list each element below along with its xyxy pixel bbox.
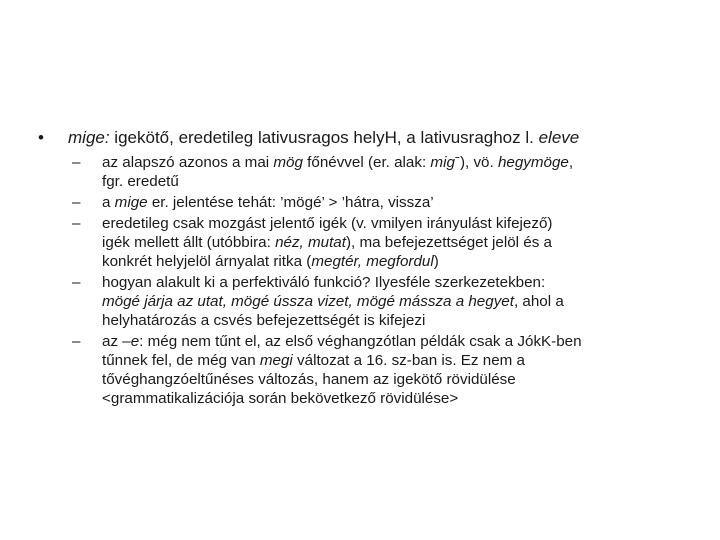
list-item [72, 153, 702, 191]
dash-marker: – [72, 194, 81, 211]
text-line: az –e: még nem tűnt el, az első véghangzótlan példák csak a JókK-ben [102, 333, 582, 350]
dash-marker: – [72, 154, 81, 171]
text-line: eredetileg csak mozgást jelentő igék (v. vmilyen irányulást kifejező) [102, 215, 553, 232]
dash-marker: – [72, 215, 81, 232]
list-item [72, 332, 702, 408]
text-line: <grammatikalizációja során bekövetkező rövidülése> [102, 390, 459, 407]
sub-bullet-list [72, 153, 702, 410]
dash-marker: – [72, 333, 81, 350]
text-line: tűnnek fel, de még van megi változat a 16. sz-ban is. Ez nem a [102, 352, 525, 369]
list-item [72, 214, 702, 271]
term-eleve: eleve [538, 128, 580, 147]
text-line: helyhatározás a csvés befejezettségét is kifejezi [102, 312, 426, 329]
dash-marker: – [72, 274, 81, 291]
text-line: hogyan alakult ki a perfektiváló funkció? Ilyesféle szerkezetekben: [102, 274, 546, 291]
definition-text: igekötő, eredetileg lativusragos helyH, a lativusraghoz l. [109, 128, 539, 147]
text-line: a mige er. jelentése tehát: ’mögé’ > ’hátra, vissza’ [102, 194, 434, 211]
text-line: igék mellett állt (utóbbira: néz, mutat), ma befejezettséget jelöl és a [102, 234, 552, 251]
list-item [72, 193, 702, 212]
text-line: mögé járja az utat, mögé ússza vizet, mögé mássza a hegyet, ahol a [102, 293, 564, 310]
list-item [72, 273, 702, 330]
text-line: fgr. eredetű [102, 173, 179, 190]
text-line: konkrét helyjelöl árnyalat ritka (megtér, megfordul) [102, 253, 439, 270]
text-line: tővéghangzóeltűnéses változás, hanem az igekötő rövidülése [102, 371, 516, 388]
text-line: az alapszó azonos a mai mög főnévvel (er. alak: migˉ), vö. hegymöge, [102, 154, 574, 171]
term-mige: mige: [68, 128, 110, 147]
bullet-marker: • [38, 128, 44, 147]
main-bullet-text [68, 127, 579, 149]
